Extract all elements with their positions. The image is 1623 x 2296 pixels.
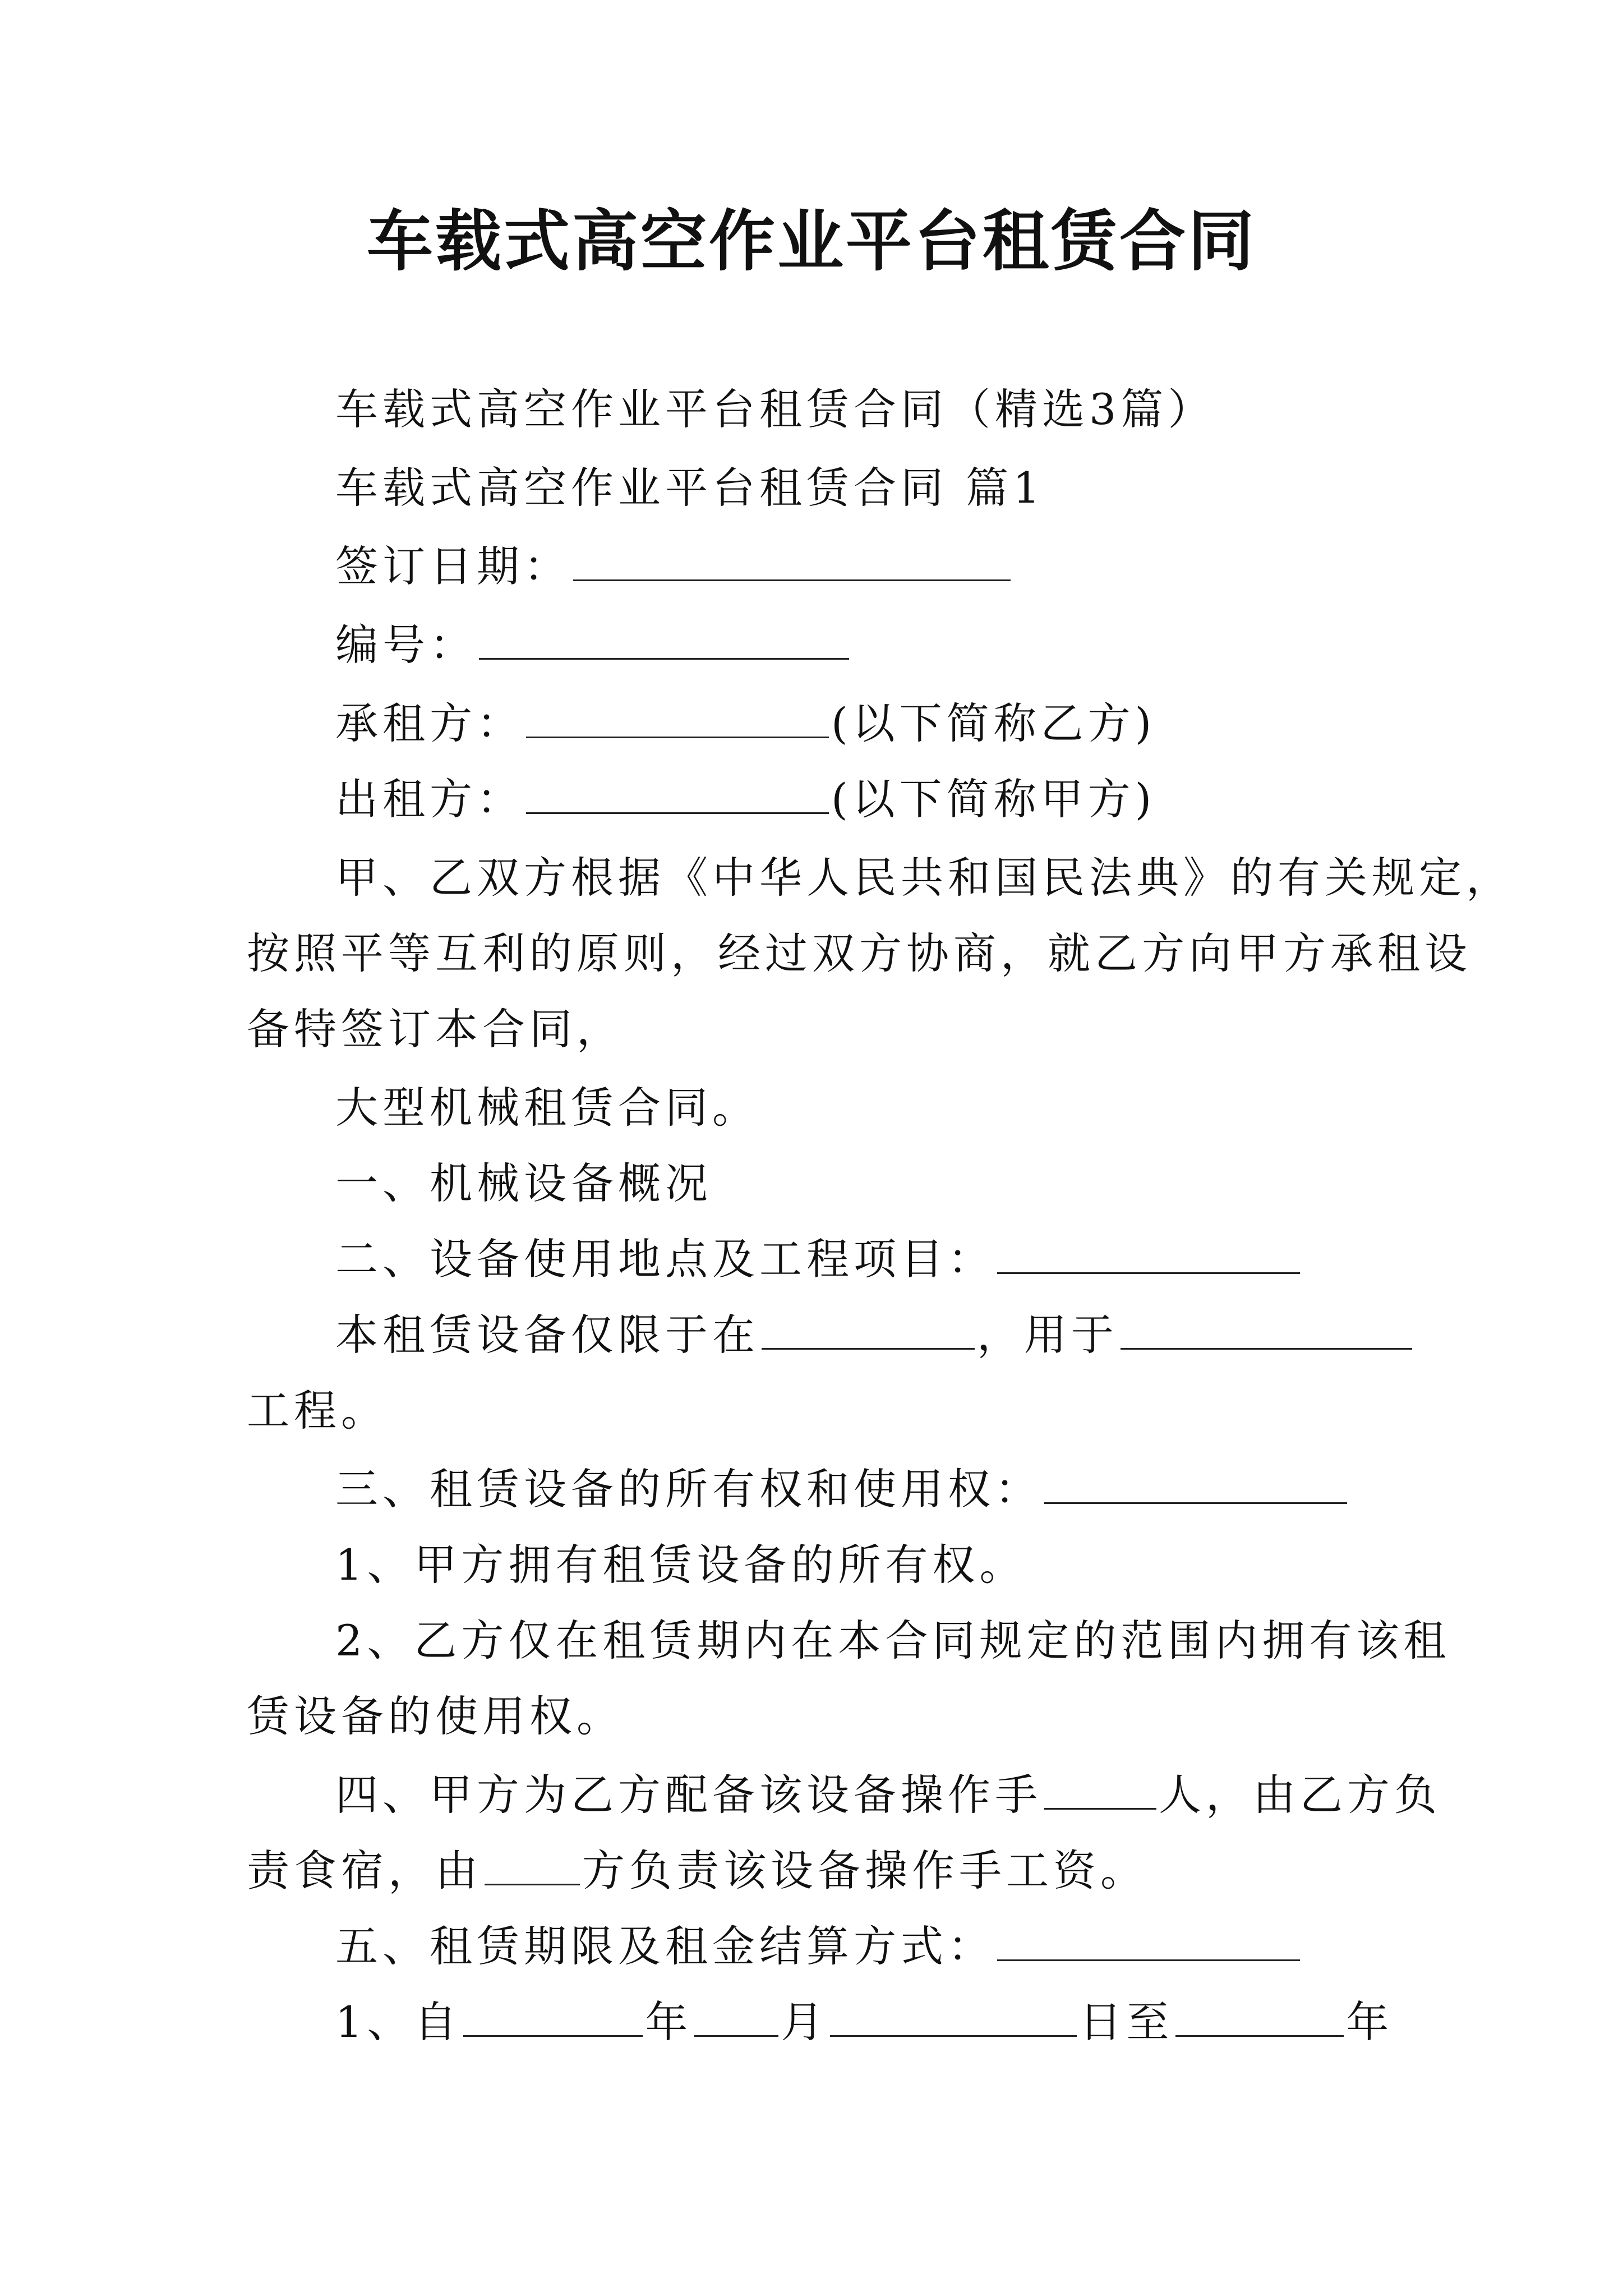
section-5-blank	[997, 1920, 1300, 1961]
lessee-row	[335, 696, 1156, 752]
section-4-row	[335, 1767, 1441, 1823]
sign-date-label: 签订日期：	[335, 541, 571, 591]
subtitle-collection: 车载式高空作业平台租赁合同（精选3篇）	[335, 384, 1215, 434]
start-day-blank	[830, 1996, 1077, 2037]
section-2-row	[335, 1231, 1302, 1287]
lessor-abbr: (以下简称甲方)	[831, 774, 1156, 824]
preamble-line-2: 按照平等互利的原则，经过双方协商，就乙方向甲方承租设	[247, 928, 1472, 978]
preamble-line-1: 甲、乙双方根据《中华人民共和国民法典》的有关规定，	[335, 853, 1513, 903]
start-month-blank	[694, 1996, 778, 2037]
usage-project-line: 工程。	[247, 1386, 388, 1435]
lessee-label: 承租方：	[335, 698, 524, 748]
section-4-text-b: 人，由乙方负	[1159, 1770, 1441, 1820]
lessor-row	[335, 771, 1156, 827]
section-4-text-a: 四、甲方为乙方配备该设备操作手	[335, 1770, 1042, 1820]
lease-period-row	[335, 1994, 1393, 2050]
start-year-label: 年	[645, 1997, 693, 2047]
start-year-blank	[463, 1996, 643, 2037]
subtitle-part-1: 车载式高空作业平台租赁合同 篇1	[335, 463, 1045, 513]
contract-number-label: 编号：	[335, 620, 477, 670]
ownership-clause: 1、甲方拥有租赁设备的所有权。	[335, 1540, 1027, 1590]
lessee-abbr: (以下简称乙方)	[831, 698, 1156, 748]
usage-purpose-blank	[1121, 1309, 1412, 1350]
contract-number-blank	[479, 619, 849, 660]
section-4-continuation	[247, 1843, 1147, 1899]
section-3-blank	[1044, 1463, 1347, 1504]
start-month-label: 月	[781, 1997, 828, 2047]
sign-date-row	[335, 539, 1013, 595]
usage-location-label: 本租赁设备仅限于在	[335, 1310, 759, 1360]
lessor-label: 出租方：	[335, 774, 524, 824]
sign-date-blank	[573, 540, 1011, 581]
section-2-heading: 二、设备使用地点及工程项目：	[335, 1234, 995, 1284]
section-4-text-c: 责食宿，由	[247, 1846, 482, 1895]
section-5-heading: 五、租赁期限及租金结算方式：	[335, 1921, 995, 1971]
section-5-row	[335, 1918, 1302, 1975]
contract-number-row	[335, 617, 851, 673]
lessee-blank	[526, 697, 829, 738]
section-2-blank	[997, 1233, 1300, 1274]
wage-party-blank	[485, 1844, 580, 1885]
end-year-blank	[1175, 1996, 1344, 2037]
end-year-label: 年	[1346, 1997, 1394, 2047]
lessor-blank	[526, 773, 829, 814]
document-title: 车载式高空作业平台租赁合同	[366, 203, 1256, 280]
lease-from-label: 1、自	[335, 1997, 462, 2047]
section-4-text-d: 方负责该设备操作手工资。	[582, 1846, 1147, 1895]
section-3-heading: 三、租赁设备的所有权和使用权：	[335, 1464, 1042, 1514]
usage-right-clause-line-1: 2、乙方仅在租赁期内在本合同规定的范围内拥有该租	[335, 1616, 1451, 1665]
machinery-contract-line: 大型机械租赁合同。	[335, 1083, 759, 1133]
to-label: 日至	[1079, 1997, 1174, 2047]
usage-purpose-label: ，用于	[977, 1310, 1118, 1360]
usage-right-clause-line-2: 赁设备的使用权。	[247, 1691, 624, 1741]
section-3-row	[335, 1461, 1349, 1517]
usage-location-blank	[762, 1309, 975, 1350]
preamble-line-3: 备特签订本合同，	[247, 1004, 624, 1054]
section-1-heading: 一、机械设备概况	[335, 1158, 712, 1208]
usage-location-row	[335, 1307, 1414, 1363]
operator-count-blank	[1044, 1769, 1156, 1810]
